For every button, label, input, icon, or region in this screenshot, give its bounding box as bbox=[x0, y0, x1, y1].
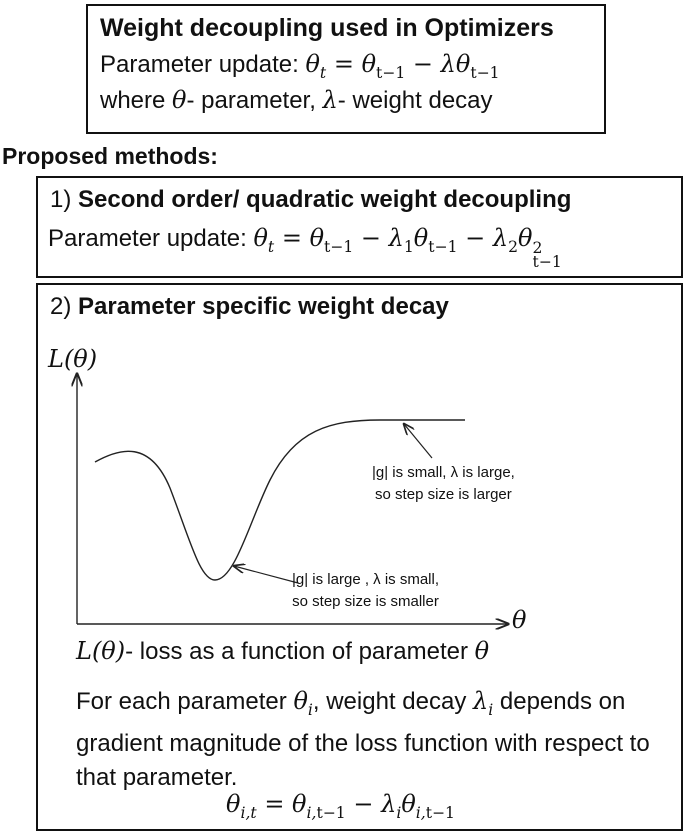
caption-loss-symbol: L(θ) bbox=[76, 637, 126, 665]
final-update-formula: $\theta_{i,t} = \theta_{i,t-1} - \lambda_i\theta_{i,t-1}$ bbox=[226, 790, 455, 822]
lambda-symbol: λ bbox=[322, 86, 338, 114]
x-axis-label: θ bbox=[512, 606, 527, 634]
annotation-bottom-line-1: |g| is large , λ is small, bbox=[292, 571, 439, 588]
annotation-bottom bbox=[292, 569, 439, 613]
method-2-number: 2) bbox=[50, 293, 79, 320]
method-1-update-label: Parameter update: bbox=[48, 225, 254, 252]
where-text-2: - parameter, bbox=[186, 87, 323, 114]
para-text-1: For each parameter bbox=[76, 688, 294, 715]
method-1-formula: $\theta_t = \theta_{t-1} - \lambda_1\theta_{t-1} - \lambda_2\theta$ 2 t−1 bbox=[253, 224, 562, 272]
annotation-arrow-bottom bbox=[234, 566, 298, 583]
where-text-1: where bbox=[100, 87, 173, 114]
caption-theta-symbol: θ bbox=[474, 637, 490, 665]
method-1-number: 1) bbox=[50, 186, 79, 213]
method-1-title: Second order/ quadratic weight decoupling bbox=[78, 186, 572, 213]
header-update-formula: $\theta_t = \theta_{t-1} - \lambda\theta_{t-1}$ bbox=[305, 50, 500, 82]
where-text-3: - weight decay bbox=[337, 87, 493, 114]
explanation-paragraph bbox=[76, 684, 676, 795]
header-title: Weight decoupling used in Optimizers bbox=[100, 14, 554, 42]
annotation-arrow-top bbox=[404, 424, 432, 458]
method-2-title: Parameter specific weight decay bbox=[78, 293, 449, 320]
annotation-top-line-2: so step size is larger bbox=[375, 486, 512, 503]
loss-caption bbox=[76, 637, 489, 666]
y-axis-label: L(θ) bbox=[48, 345, 98, 373]
proposed-methods-label: Proposed methods: bbox=[2, 143, 218, 169]
para-text-3: depends on gradient magnitude of the loss function with respect to that parameter. bbox=[76, 688, 650, 791]
para-text-2: , weight decay bbox=[312, 688, 473, 715]
header-update-label: Parameter update: bbox=[100, 51, 306, 78]
annotation-top-line-1: |g| is small, λ is large, bbox=[372, 464, 515, 481]
annotation-bottom-line-2: so step size is smaller bbox=[292, 593, 439, 610]
caption-text: - loss as a function of parameter bbox=[125, 638, 475, 665]
annotation-top bbox=[372, 462, 515, 506]
theta-i-symbol: $\theta_i$ bbox=[293, 687, 313, 719]
lambda-i-symbol: $\lambda_i$ bbox=[472, 687, 494, 719]
theta-symbol: θ bbox=[172, 86, 187, 114]
